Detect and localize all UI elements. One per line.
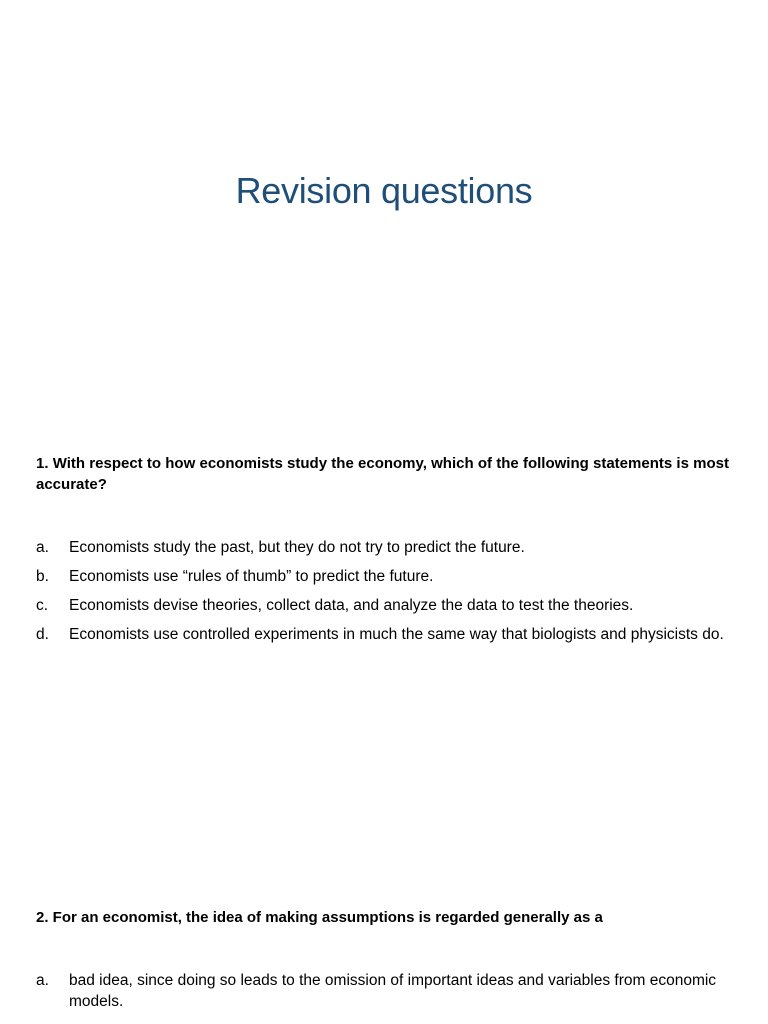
question-1-prompt: 1. With respect to how economists study the economy, which of the following statements is most accurate? — [36, 455, 729, 493]
option-text: Economists use “rules of thumb” to predict the future. — [69, 568, 434, 585]
option-letter: d. — [36, 626, 49, 643]
question-1-option-b — [36, 566, 736, 587]
option-letter: a. — [36, 972, 49, 989]
question-1-option-d — [36, 624, 736, 645]
option-letter: c. — [36, 597, 49, 614]
question-1-options — [36, 537, 736, 653]
question-1-option-c — [36, 595, 736, 616]
option-letter: a. — [36, 539, 49, 556]
question-2-option-a — [36, 970, 736, 1012]
option-text: Economists use controlled experiments in much the same way that biologists and physicists do. — [69, 626, 724, 643]
option-text: bad idea, since doing so leads to the omission of important ideas and variables from economic models. — [69, 972, 717, 1010]
question-1-option-a — [36, 537, 736, 558]
option-text: Economists devise theories, collect data, and analyze the data to test the theories. — [69, 597, 634, 614]
option-letter: b. — [36, 568, 49, 585]
question-2-options — [36, 970, 736, 1020]
question-2-prompt: 2. For an economist, the idea of making assumptions is regarded generally as a — [36, 909, 603, 926]
slide-title: Revision questions — [235, 170, 533, 211]
option-text: Economists study the past, but they do not try to predict the future. — [69, 539, 525, 556]
